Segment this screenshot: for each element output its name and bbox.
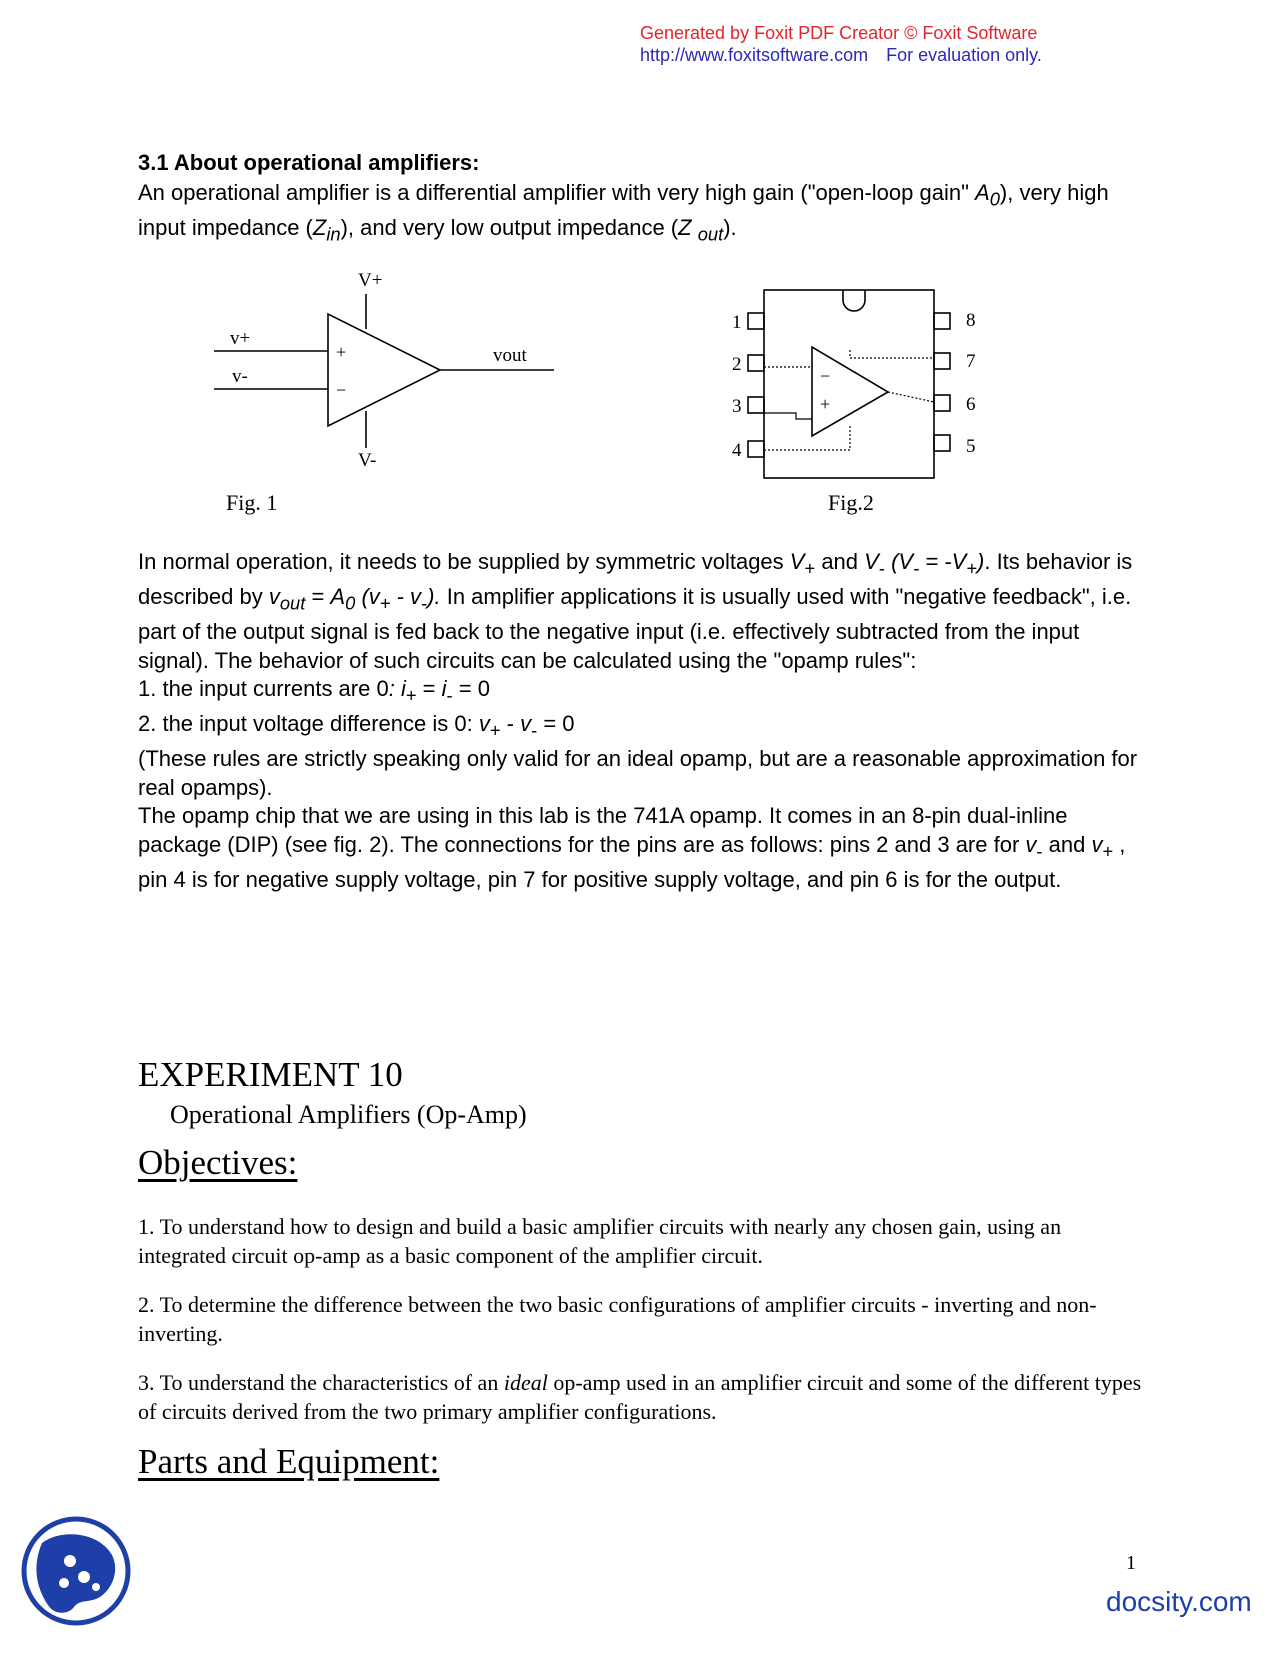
rules-note: (These rules are strictly speaking only valid for an ideal opamp, but are a reasonable approximation for real opamps).	[138, 746, 1138, 800]
pin3-wire	[764, 413, 812, 419]
watermark-note: For evaluation only.	[886, 45, 1042, 65]
docsity-logo-icon	[20, 1515, 132, 1627]
objective-2: 2. To determine the difference between the two basic configurations of amplifier circuits - inverting and non-inverting.	[138, 1292, 1097, 1346]
dip-notch	[843, 290, 865, 311]
pin-label-5: 5	[966, 436, 976, 457]
pin-4	[748, 441, 764, 457]
pin-label-8: 8	[966, 310, 976, 331]
pin-7	[934, 353, 950, 369]
fig1-minus-sign: −	[336, 380, 347, 400]
fig1-opamp-symbol	[214, 294, 554, 448]
rule-1: 1. the input currents are 0: $i_+ = i_- = 0$	[138, 676, 490, 706]
pin-8	[934, 313, 950, 329]
pin-label-4: 4	[732, 440, 742, 461]
pin-label-1: 1	[732, 312, 742, 333]
foxit-watermark	[640, 22, 1042, 66]
fig1-output-label: vout	[493, 345, 527, 366]
opamp-triangle	[328, 314, 440, 426]
pin6-wire	[888, 392, 934, 402]
body-paragraph-2: The opamp chip that we are using in this lab is the 741A opamp. It comes in an 8-pin dual-inline package (DIP) (see fig. 2). The connections for the pins are as follows: pins 2 and 3 are for $v_-$ and $v_+$ , pin 4 is for negative supply voltage, pin 7 for positive supply voltage, and pin 6 is for the output.	[138, 803, 1126, 892]
body-text	[138, 548, 1148, 894]
objective-3: 3. To understand the characteristics of an ideal op-amp used in an amplifier circuit and some of the different types of circuits derived from the two primary amplifier configurations.	[138, 1370, 1142, 1424]
watermark-url[interactable]: http://www.foxitsoftware.com	[640, 45, 869, 65]
docsity-brand[interactable]: docsity.com	[1106, 1586, 1252, 1617]
parts-heading: Parts and Equipment:	[138, 1442, 440, 1481]
fig2-minus-sign: −	[820, 366, 831, 386]
pin-label-6: 6	[966, 394, 976, 415]
fig2-dip-package	[748, 290, 950, 478]
rule-2: 2. the input voltage difference is 0: $v_+ - v_- = 0$	[138, 711, 575, 741]
fig1-caption: Fig. 1	[226, 490, 278, 515]
fig1-vminus-label: V-	[358, 450, 377, 471]
fig2-caption: Fig.2	[828, 490, 874, 515]
pin-5	[934, 435, 950, 451]
objective-1: 1. To understand how to design and build a basic amplifier circuits with nearly any chosen gain, using an integrated circuit op-amp as a basic component of the amplifier circuit.	[138, 1214, 1062, 1268]
intro-paragraph: An operational amplifier is a differential amplifier with very high gain ("open-loop gain" $A_0$), very high input impedance $(Z_{in})$, and very low output impedance (Z $_{out}$).	[138, 180, 1109, 245]
fig1-plus-sign: +	[336, 342, 347, 362]
watermark-line1: Generated by Foxit PDF Creator © Foxit Software	[640, 23, 1038, 43]
fig1-input-plus-label: v+	[230, 328, 251, 349]
figures	[0, 260, 1280, 490]
fig1-vplus-label: V+	[358, 270, 383, 291]
experiment-subtitle: Operational Amplifiers (Op-Amp)	[170, 1100, 527, 1129]
section-heading: 3.1 About operational amplifiers:	[138, 150, 480, 175]
pin4-wire	[764, 426, 850, 450]
body-paragraph-1: In normal operation, it needs to be supplied by symmetric voltages $V_+$ and $V_-$ $(V_- = -V_+)$. Its behavior is described by $v_{out} = A_0$ $(v_+ - v_-)$. In amplifier applications it is usually used with "negative feedback", i.e. part of the output signal is fed back to the negative input (i.e. effectively subtracted from the input signal). The behavior of such circuits can be calculated using the "opamp rules":	[138, 549, 1133, 673]
fig2-plus-sign: +	[820, 394, 831, 414]
fig1-input-minus-label: v-	[232, 366, 248, 387]
dip-opamp-triangle	[812, 347, 888, 436]
page-number: 1	[1126, 1552, 1136, 1574]
pin-label-2: 2	[732, 354, 742, 375]
objectives-heading: Objectives:	[138, 1143, 298, 1182]
pin-6	[934, 395, 950, 411]
pin-label-7: 7	[966, 351, 976, 372]
experiment-title: EXPERIMENT 10	[138, 1055, 403, 1094]
pin-3	[748, 397, 764, 413]
pin7-wire	[850, 350, 934, 358]
pin-2	[748, 355, 764, 371]
pin-1	[748, 313, 764, 329]
fig2-pin-labels	[732, 310, 976, 461]
pin-label-3: 3	[732, 396, 742, 417]
watermark-line2	[640, 44, 1042, 66]
